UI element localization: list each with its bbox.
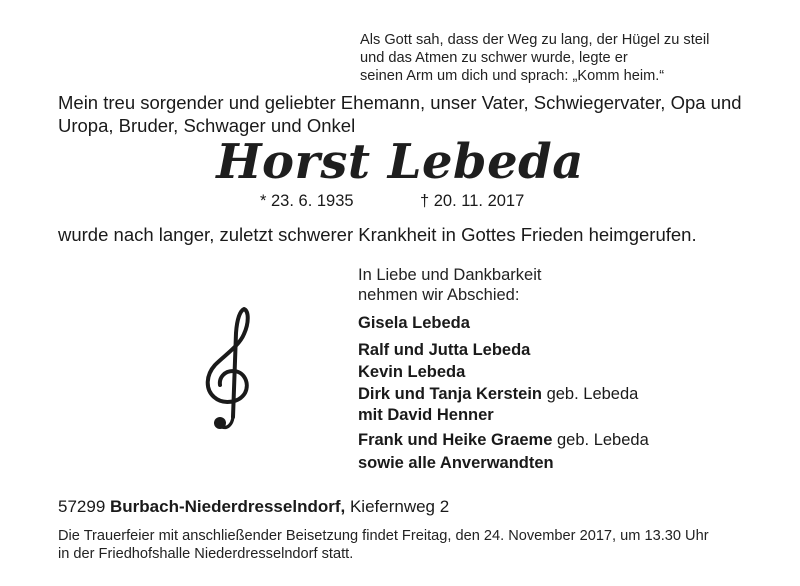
farewell-line-2: nehmen wir Abschied: [358, 285, 520, 304]
birth-date: * 23. 6. 1935 [260, 192, 354, 210]
intro-line-1: Mein treu sorgender und geliebter Ehemann, unser Vater, Schwiegervater, Opa und [58, 92, 742, 113]
family-member: Dirk und Tanja Kerstein geb. Lebeda [358, 385, 639, 403]
maiden-name: geb. Lebeda [552, 431, 649, 449]
funeral-notice [58, 527, 798, 563]
street-name: Kiefernweg 2 [345, 497, 450, 516]
family-member: Ralf und Jutta Lebeda [358, 341, 531, 359]
family-member: mit David Henner [358, 406, 494, 424]
maiden-name: geb. Lebeda [541, 385, 639, 403]
treble-clef-icon [197, 305, 263, 435]
quote-line-1: Als Gott sah, dass der Weg zu lang, der Hügel zu steil [360, 32, 710, 48]
farewell-text [358, 266, 541, 305]
farewell-line-1: In Liebe und Dankbarkeit [358, 266, 542, 284]
intro-text [58, 91, 788, 137]
called-home-text: wurde nach langer, zuletzt schwerer Krankheit in Gottes Frieden heimgerufen. [58, 224, 697, 245]
family-member: Gisela Lebeda [358, 314, 470, 332]
town-name: Burbach-Niederdresselndorf, [110, 497, 346, 516]
postal-code: 57299 [58, 497, 110, 516]
address-line [58, 496, 449, 517]
intro-line-2: Uropa, Bruder, Schwager und Onkel [58, 115, 356, 136]
family-member: Kevin Lebeda [358, 363, 466, 381]
death-date: † 20. 11. 2017 [420, 192, 525, 210]
family-member: sowie alle Anverwandten [358, 454, 554, 472]
family-member: Frank und Heike Graeme geb. Lebeda [358, 431, 649, 449]
deceased-name: Horst Lebeda [216, 134, 584, 190]
opening-quote [360, 32, 790, 85]
quote-line-3: seinen Arm um dich und sprach: „Komm heim.“ [360, 67, 665, 84]
notice-line-1: Die Trauerfeier mit anschließender Beisetzung findet Freitag, den 24. November 2017, um 13.30 Uhr [58, 528, 709, 544]
quote-line-2: und das Atmen zu schwer wurde, legte er [360, 49, 628, 66]
notice-line-2: in der Friedhofshalle Niederdresselndorf statt. [58, 546, 354, 562]
